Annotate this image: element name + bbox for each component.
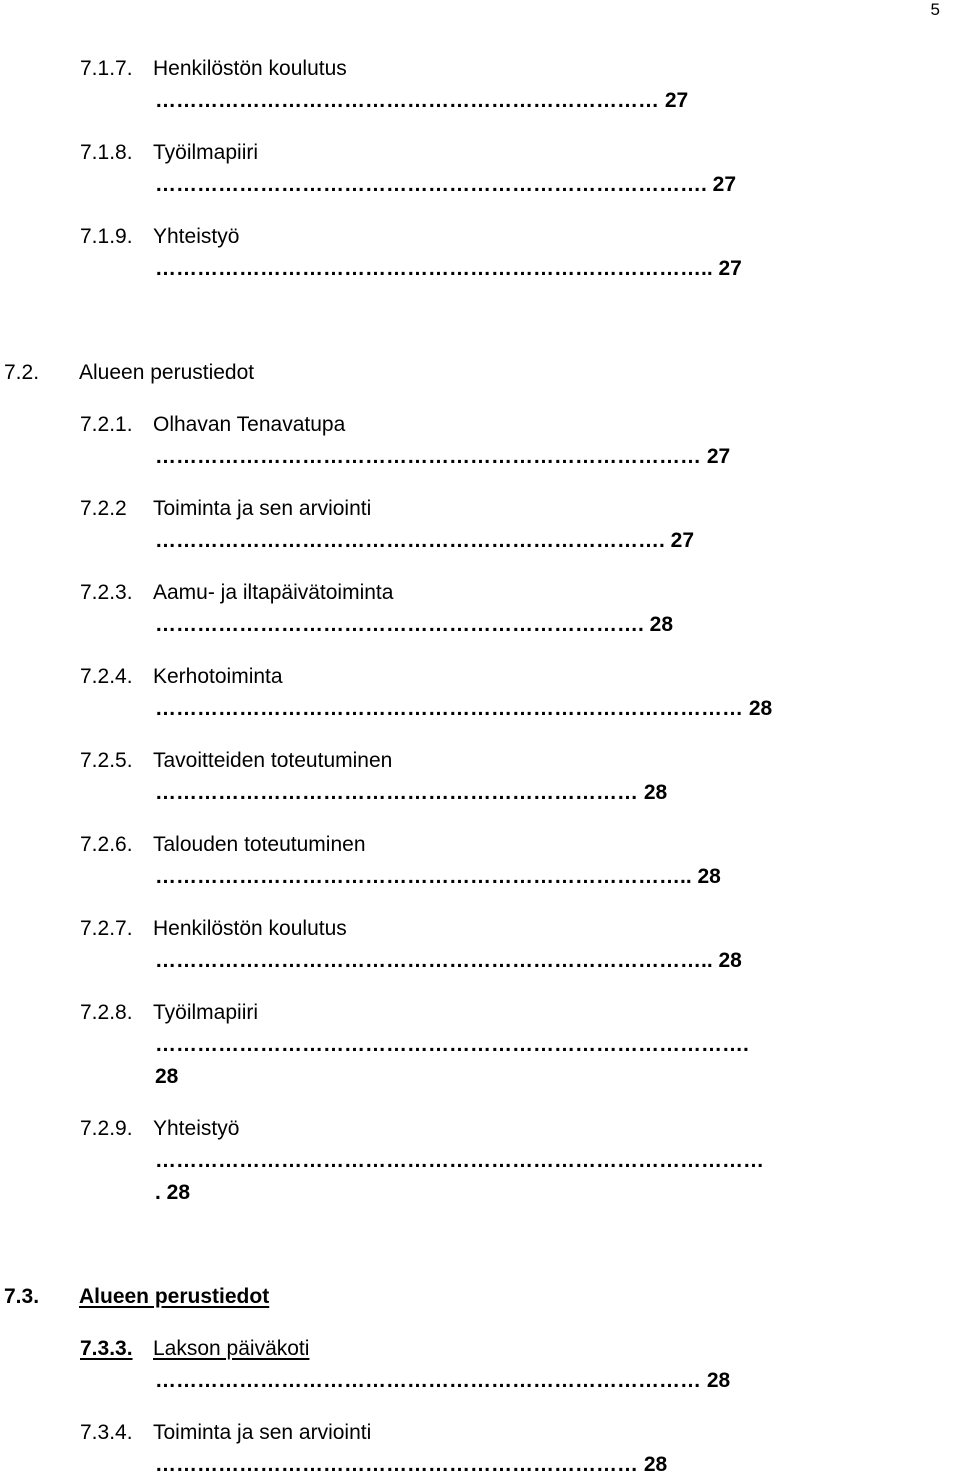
page-number: 5: [930, 0, 940, 19]
toc-entry-leader: ………………………………………………………………………… 28: [155, 697, 773, 720]
toc-section-title: Alueen perustiedot: [79, 1285, 270, 1308]
toc-entry-title: Tavoitteiden toteutuminen: [153, 749, 393, 772]
toc-section-title: Alueen perustiedot: [79, 361, 255, 384]
toc-entry-number: 7.2.7.: [80, 917, 133, 940]
toc-entry-number: 7.2.5.: [80, 749, 133, 772]
toc-entry-number: 7.2.6.: [80, 833, 133, 856]
toc-entry-leader: …………………………………………………………………… 27: [155, 445, 731, 468]
toc-entry-leader: ……………………………………………………………………………: [155, 1149, 764, 1172]
toc-entry-title: Aamu- ja iltapäivätoiminta: [153, 581, 394, 604]
toc-entry-leader: …………………………………………………………………… 28: [155, 1369, 731, 1392]
toc-entry-leader: ……………………………………………………………… 27: [155, 89, 689, 112]
toc-entry-number: 7.1.9.: [80, 225, 133, 248]
toc-entry-leader: ……………………………………………………………………. 27: [155, 173, 737, 196]
toc-entry-title: Lakson päiväkoti: [153, 1337, 310, 1360]
toc-entry-title: Yhteistyö: [153, 1117, 240, 1140]
toc-entry-leader: …………………………………………………………… 28: [155, 781, 668, 804]
toc-entry-leader: ………………………………………………………………….. 28: [155, 865, 721, 888]
toc-entry-leader: ………………………………………………………………………….: [155, 1033, 749, 1056]
toc-entry-leader: ……………………………………………………………. 28: [155, 613, 674, 636]
toc-entry-title: Työilmapiiri: [153, 141, 259, 164]
toc-entry-number: 7.1.8.: [80, 141, 133, 164]
toc-entry-title: Yhteistyö: [153, 225, 240, 248]
toc-entry-leader: …………………………………………………………… 28: [155, 1453, 668, 1476]
toc-entry-number: 7.1.7.: [80, 57, 133, 80]
toc-entry-number: 7.2.4.: [80, 665, 133, 688]
toc-entry-number: 7.2.2: [80, 497, 127, 520]
toc-entry-title: Toiminta ja sen arviointi: [153, 1421, 372, 1444]
toc-entry-number: 7.2.9.: [80, 1117, 133, 1140]
toc-section-number: 7.2.: [4, 361, 40, 384]
toc-entry-title: Toiminta ja sen arviointi: [153, 497, 372, 520]
toc-entry-leader: ………………………………………………………………. 27: [155, 529, 695, 552]
toc-entry-title: Henkilöstön koulutus: [153, 57, 347, 80]
toc-entry-title: Kerhotoiminta: [153, 665, 283, 688]
toc-entry-number: 7.3.3.: [80, 1337, 133, 1360]
toc-entry-number: 7.2.3.: [80, 581, 133, 604]
toc-entry-leader: …………………………………………………………………….. 28: [155, 949, 742, 972]
toc-entry-page: 28: [155, 1065, 179, 1088]
toc-entry-number: 7.3.4.: [80, 1421, 133, 1444]
toc-entry-leader: …………………………………………………………………….. 27: [155, 257, 742, 280]
toc-entry-title: Talouden toteutuminen: [153, 833, 366, 856]
toc-entry-title: Olhavan Tenavatupa: [153, 413, 346, 436]
toc-entry-page: . 28: [155, 1181, 191, 1204]
toc-entry-title: Työilmapiiri: [153, 1001, 259, 1024]
toc-entry-title: Henkilöstön koulutus: [153, 917, 347, 940]
toc-entry-number: 7.2.1.: [80, 413, 133, 436]
toc-entry-number: 7.2.8.: [80, 1001, 133, 1024]
toc-section-number: 7.3.: [4, 1285, 40, 1308]
